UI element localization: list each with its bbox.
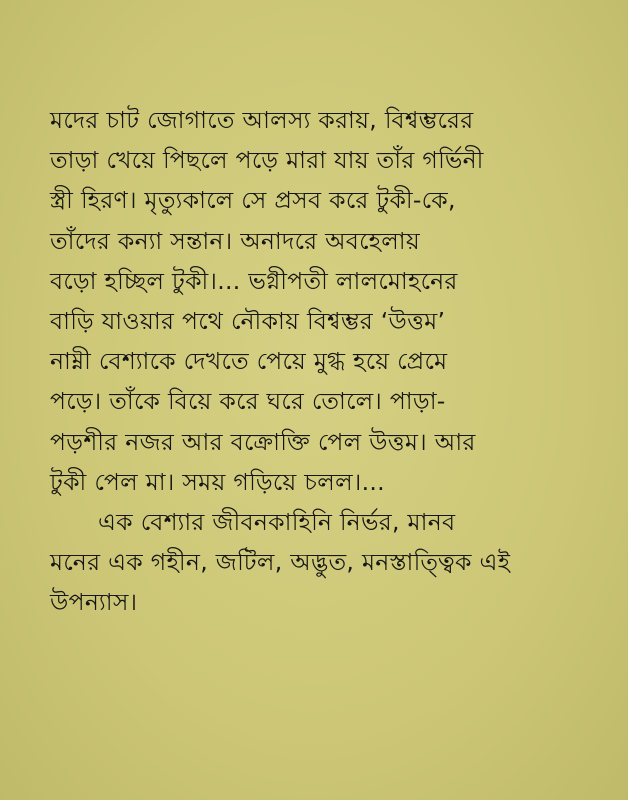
synopsis-text-block xyxy=(50,100,595,623)
summary-paragraph: এক বেশ্যার জীবনকাহিনি নির্ভর, মানব মনের এক গহীন, জটিল, অদ্ভুত, মনস্তাত্ত্বিক এই উপন্যাস। xyxy=(50,508,511,617)
synopsis-paragraph: মদের চাট জোগাতে আলস্য করায়, বিশ্বম্ভরের তাড়া খেয়ে পিছলে পড়ে মারা যায় তাঁর গর্ভিনী স্ত্রী হিরণ। মৃত্যুকালে সে প্রসব করে টুকী-কে, তাঁদের কন্যা সন্তান। অনাদরে অবহেলায় বড়ো হচ্ছিল টুকী।... ভগ্নীপতী লালমোহনের বাড়ি যাওয়ার পথে নৌকায় বিশ্বম্ভর ‘উত্তম’ নাম্নী বেশ্যাকে দেখতে পেয়ে মুগ্ধ হয়ে প্রেমে পড়ে। তাঁকে বিয়ে করে ঘরে তোলে। পাড়া- পড়শীর নজর আর বক্রোক্তি পেল উত্তম। আর টুকী পেল মা। সময় গড়িয়ে চলল।... xyxy=(50,106,484,496)
